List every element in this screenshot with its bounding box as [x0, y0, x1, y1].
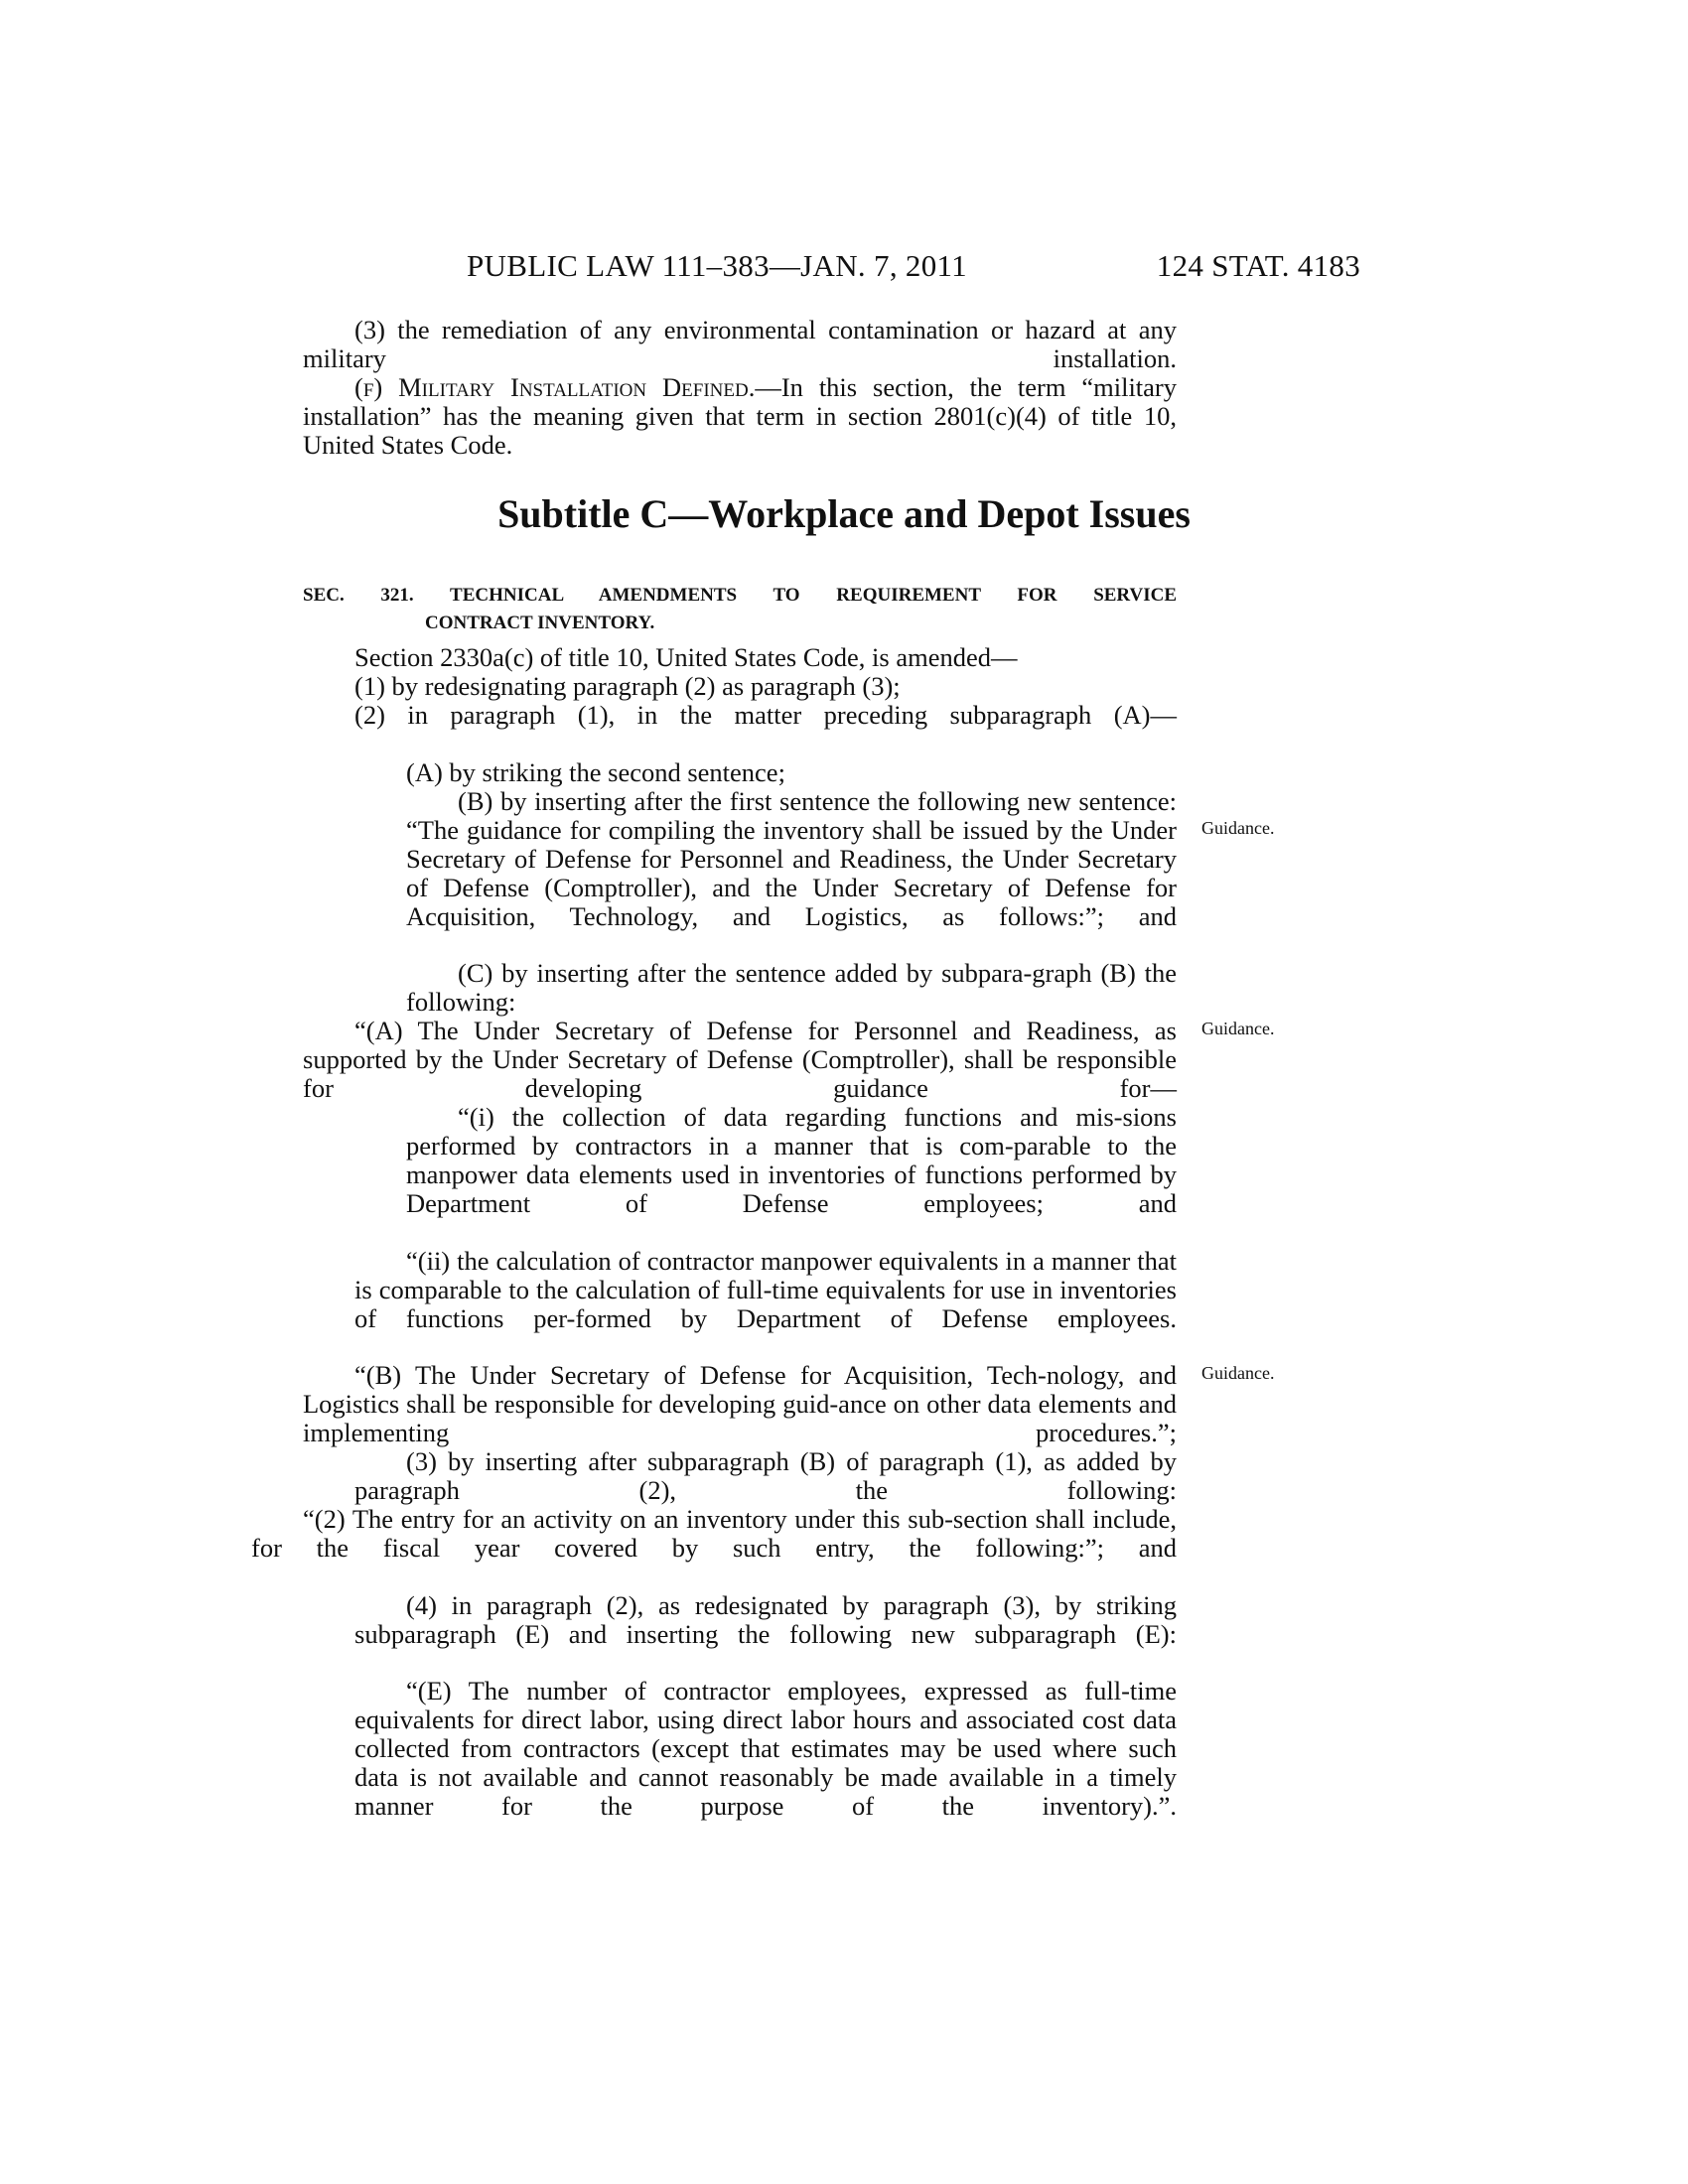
section-heading-line-1: SEC. 321. TECHNICAL AMENDMENTS TO REQUIREMENT FOR SERVICE: [303, 585, 1177, 606]
quoted-subparagraph-e: “(E) The number of contractor employees, expressed as full-time equivalents for direct labor, using direct labor hours and associated cost data collected from contractors (except that estimates may be used where such data is not available and cannot reasonably be made available in a timely manner for the purpose of the inventory).”.: [354, 1676, 1177, 1821]
amendment-item-2a: (A) by striking the second sentence;: [406, 757, 785, 787]
quoted-subparagraph-a: “(A) The Under Secretary of Defense for Personnel and Readiness, as supported by the Under Secretary of Defense (Comptroller), shall be responsible for developing guidance for—: [303, 1016, 1177, 1103]
amendment-item-2: (2) in paragraph (1), in the matter preceding subparagraph (A)—: [354, 700, 1177, 730]
amendment-item-3: (3) by inserting after subparagraph (B) of paragraph (1), as added by paragraph (2), the following:: [354, 1446, 1177, 1505]
amendment-item-1: (1) by redesignating paragraph (2) as paragraph (3);: [354, 671, 901, 701]
amendment-intro: Section 2330a(c) of title 10, United States Code, is amended—: [354, 642, 1018, 672]
amendment-item-2b: (B) by inserting after the first sentence the following new sentence: “The guidance for compiling the inventory shall be issued by the Under Secretary of Defense for Personnel and Readiness, the Under Secretary of Defense (Comptroller), and the Under Secretary of Defense for Acquisition, Technology, and Logistics, as follows:”; and: [406, 786, 1177, 931]
margin-note-guidance: Guidance.: [1201, 1363, 1275, 1383]
margin-note-guidance: Guidance.: [1201, 1019, 1275, 1038]
quoted-clause-i: “(i) the collection of data regarding functions and mis-sions performed by contractors in a manner that is com-parable to the manpower data elements used in inventories of functions performed by Department of Defense employees; and: [406, 1102, 1177, 1218]
subsection-f: [303, 373, 1177, 460]
margin-note-guidance: Guidance.: [1201, 818, 1275, 838]
section-heading: [303, 582, 1177, 637]
quoted-subparagraph-b: “(B) The Under Secretary of Defense for Acquisition, Tech-nology, and Logistics shall be responsible for developing guid-ance on other data elements and implementing procedures.”;: [303, 1360, 1177, 1447]
amendment-item-2c: (C) by inserting after the sentence added by subpara-graph (B) the following:: [406, 958, 1177, 1017]
section-heading-line-2: CONTRACT INVENTORY.: [425, 613, 655, 633]
subsection-f-heading: (f) Military Installation Defined.: [354, 372, 756, 402]
quoted-clause-ii: “(ii) the calculation of contractor manpower equivalents in a manner that is comparable to the calculation of full-time equivalents for use in inventories of functions per-formed by Department of Defense employees.: [354, 1246, 1177, 1333]
quoted-paragraph-2: “(2) The entry for an activity on an inventory under this sub-section shall include, for the fiscal year covered by such entry, the following:”; and: [251, 1504, 1177, 1563]
continuation-text: [303, 316, 1177, 465]
subsection-f-text: —In this section, the term “military installation” has the meaning given that term in section 2801(c)(4) of title 10, United States Code.: [303, 372, 1178, 460]
amendment-item-4: (4) in paragraph (2), as redesignated by paragraph (3), by striking subparagraph (E) and inserting the following new subparagraph (E):: [354, 1590, 1177, 1649]
subtitle-heading: Subtitle C—Workplace and Depot Issues: [497, 491, 1191, 536]
running-header-left: PUBLIC LAW 111–383—JAN. 7, 2011: [467, 248, 967, 283]
running-header-right: 124 STAT. 4183: [1156, 248, 1360, 283]
section-body: [251, 642, 1177, 1864]
paragraph-3: (3) the remediation of any environmental contamination or hazard at any military installation.: [303, 315, 1177, 373]
